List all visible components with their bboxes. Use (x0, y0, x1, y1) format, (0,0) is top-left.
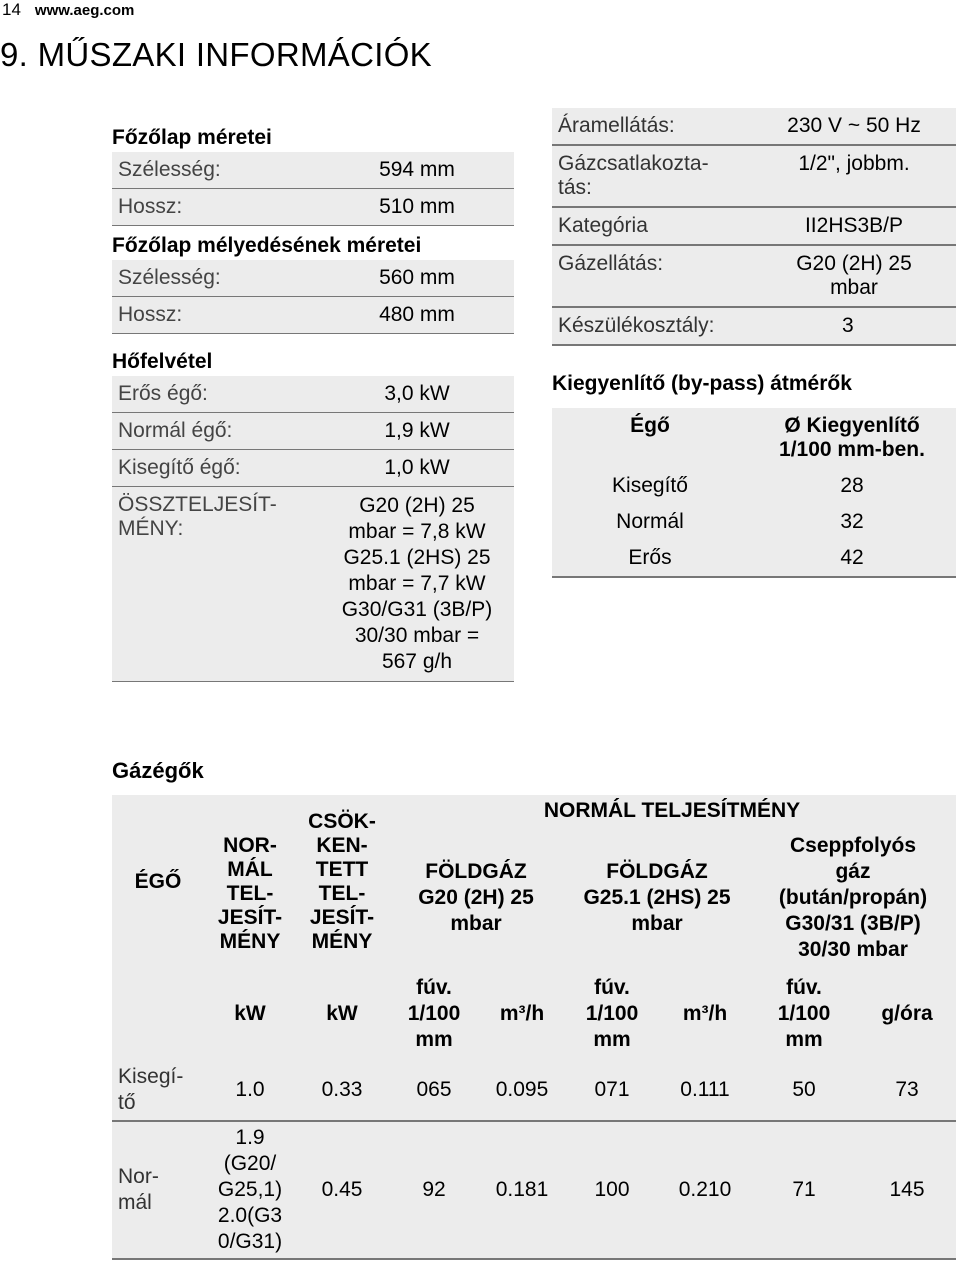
row-value: 3 (752, 307, 956, 345)
unit-line: fúv. (416, 976, 452, 999)
head-line: JESÍT- (309, 906, 375, 929)
head-line: mbar (450, 912, 502, 935)
unit-fuv (388, 969, 480, 1059)
cell-g25-m3h: 0.210 (660, 1121, 750, 1259)
unit-line: 1/100 (585, 1002, 639, 1025)
head-line: G20 (2H) 25 (418, 886, 534, 909)
unit-fuv (750, 969, 858, 1059)
bypass-value: 32 (748, 504, 956, 540)
value-line: mbar (830, 276, 878, 299)
cutout-dimensions-title: Főzőlap mélyedésének méretei (112, 226, 514, 261)
label-line: Gázcsatlakozta- (558, 152, 709, 175)
row-label: Szélesség: (112, 260, 320, 297)
burner-line: Kisegí- (118, 1064, 184, 1088)
head-line: Cseppfolyós (789, 834, 917, 857)
row-value: 594 mm (320, 152, 514, 189)
row-burner (112, 1121, 204, 1259)
cell-g25-fuv: 071 (564, 1059, 660, 1121)
page-header (2, 0, 134, 20)
cell-lpg-fuv: 50 (750, 1059, 858, 1121)
unit-m3h: m³/h (660, 969, 750, 1059)
col-burner: ÉGŐ (112, 795, 204, 969)
head-line: KEN- (316, 834, 368, 857)
bypass-value: 28 (748, 468, 956, 504)
supply-table (552, 108, 956, 346)
unit-line: mm (593, 1028, 631, 1051)
bypass-value: 42 (748, 540, 956, 577)
row-label: Készülékosztály: (552, 307, 752, 345)
cell-g25-fuv: 100 (564, 1121, 660, 1259)
head-line: 1/100 mm-ben. (779, 438, 925, 461)
value-line: G25,1) (217, 1178, 283, 1201)
row-label: Hossz: (112, 297, 320, 334)
row-label (552, 145, 752, 207)
gas-burners-title: Gázégők (112, 758, 204, 783)
page-number: 14 (2, 0, 21, 19)
cell-lpg-gh: 145 (858, 1121, 956, 1259)
head-line: MÉNY (219, 930, 281, 953)
unit-line: 1/100 (777, 1002, 831, 1025)
burner-line: Nor- (118, 1165, 159, 1188)
cell-reduced: 0.45 (296, 1121, 388, 1259)
head-line: (bután/propán) (778, 886, 928, 909)
head-line: 30/30 mbar (798, 938, 908, 961)
row-value: 480 mm (320, 297, 514, 334)
cell-normal: 1.0 (204, 1059, 296, 1121)
total-label-line: MÉNY: (118, 517, 184, 540)
head-line: mbar (631, 912, 683, 935)
chapter-title: 9. MŰSZAKI INFORMÁCIÓK (0, 36, 432, 73)
value-line: 2.0(G3 (217, 1204, 283, 1227)
row-value: 1,0 kW (320, 450, 514, 487)
col-reduced-power (296, 795, 388, 969)
gas-g20-header (388, 827, 564, 969)
row-value: 1/2", jobbm. (752, 145, 956, 207)
value-line: G20 (2H) 25 (796, 252, 912, 275)
cell-reduced: 0.33 (296, 1059, 388, 1121)
gas-g25-header (564, 827, 750, 969)
unit-g-ora: g/óra (858, 969, 956, 1059)
table-row (112, 1121, 956, 1259)
row-label: Áramellátás: (552, 108, 752, 145)
total-line: mbar = 7,7 kW (348, 572, 486, 595)
row-value: 510 mm (320, 189, 514, 226)
head-line: G25.1 (2HS) 25 (583, 886, 731, 909)
row-value: 560 mm (320, 260, 514, 297)
total-power-value (320, 487, 514, 682)
total-line: G20 (2H) 25 (359, 494, 475, 517)
bypass-head-burner: Égő (552, 408, 748, 468)
row-burner (112, 1059, 204, 1121)
cell-lpg-fuv: 71 (750, 1121, 858, 1259)
value-line: 0/G31) (217, 1230, 283, 1253)
head-line: CSÖK- (308, 810, 376, 833)
bypass-burner: Kisegítő (552, 468, 748, 504)
unit-line: 1/100 (407, 1002, 461, 1025)
row-label: Gázellátás: (552, 245, 752, 307)
row-value: 1,9 kW (320, 413, 514, 450)
head-line: FÖLDGÁZ (425, 860, 527, 883)
unit-kw: kW (296, 969, 388, 1059)
total-line: G25.1 (2HS) 25 (343, 546, 491, 569)
cell-lpg-gh: 73 (858, 1059, 956, 1121)
bypass-burner: Erős (552, 540, 748, 577)
cell-g20-fuv: 92 (388, 1121, 480, 1259)
bypass-burner: Normál (552, 504, 748, 540)
burner-line: tő (118, 1090, 136, 1114)
total-line: 30/30 mbar = (354, 624, 480, 647)
row-value (752, 245, 956, 307)
head-line: NOR- (223, 834, 277, 857)
label-line: tás: (558, 176, 592, 199)
head-line: TETT (315, 858, 369, 881)
head-line: TEL- (226, 882, 274, 905)
unit-line: mm (785, 1028, 823, 1051)
head-line: Ø Kiegyenlítő (784, 414, 920, 437)
bypass-head-value (748, 408, 956, 468)
gas-lpg-header (750, 827, 956, 969)
row-value: 230 V ~ 50 Hz (752, 108, 956, 145)
cell-g20-m3h: 0.095 (480, 1059, 564, 1121)
unit-fuv (564, 969, 660, 1059)
total-line: G30/G31 (3B/P) (341, 598, 493, 621)
row-label: Erős égő: (112, 376, 320, 413)
unit-line: mm (415, 1028, 453, 1051)
header-url[interactable]: www.aeg.com (34, 2, 135, 19)
hob-dimensions-title: Főzőlap méretei (112, 118, 514, 152)
total-power-label (112, 487, 320, 682)
row-label: Normál égő: (112, 413, 320, 450)
row-label: Kategória (552, 207, 752, 245)
dimensions-table (112, 118, 514, 682)
unit-m3h: m³/h (480, 969, 564, 1059)
row-label: Szélesség: (112, 152, 320, 189)
unit-kw: kW (204, 969, 296, 1059)
gas-burners-table (112, 795, 956, 1260)
row-label: Hossz: (112, 189, 320, 226)
head-line: JESÍT- (217, 906, 283, 929)
table-row (112, 1059, 956, 1121)
unit-line: fúv. (594, 976, 630, 999)
head-line: FÖLDGÁZ (606, 860, 708, 883)
value-line: (G20/ (223, 1152, 277, 1175)
total-label-line: ÖSSZTELJESÍT- (118, 493, 277, 516)
cell-normal (204, 1121, 296, 1259)
row-value: II2HS3B/P (752, 207, 956, 245)
value-line: 1.9 (235, 1126, 265, 1149)
unit-empty (112, 969, 204, 1059)
head-line: MÁL (227, 858, 273, 881)
total-line: 567 g/h (381, 650, 453, 673)
group-header: NORMÁL TELJESÍTMÉNY (388, 795, 956, 827)
bypass-title: Kiegyenlítő (by-pass) átmérők (552, 372, 852, 395)
col-normal-power (204, 795, 296, 969)
total-line: mbar = 7,8 kW (348, 520, 486, 543)
cell-g20-fuv: 065 (388, 1059, 480, 1121)
row-label: Kisegítő égő: (112, 450, 320, 487)
cell-g25-m3h: 0.111 (660, 1059, 750, 1121)
unit-line: fúv. (786, 976, 822, 999)
bypass-table (552, 408, 956, 578)
head-line: G30/31 (3B/P) (785, 912, 921, 935)
burner-line: mál (118, 1191, 152, 1214)
heat-input-title: Hőfelvétel (112, 334, 514, 377)
head-line: gáz (835, 860, 871, 883)
head-line: MÉNY (311, 930, 373, 953)
cell-g20-m3h: 0.181 (480, 1121, 564, 1259)
head-line: TEL- (318, 882, 366, 905)
row-value: 3,0 kW (320, 376, 514, 413)
